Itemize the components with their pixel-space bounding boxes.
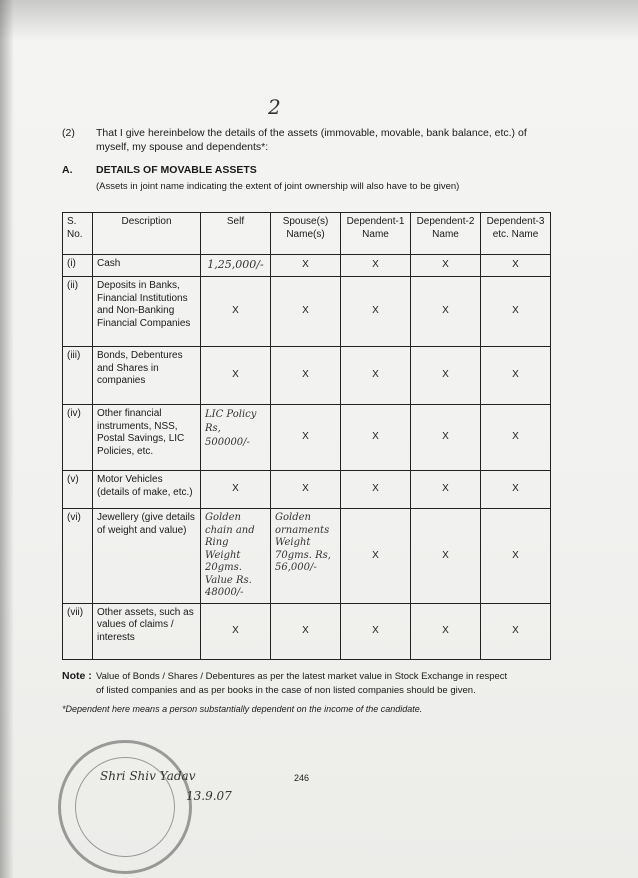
footnote: *Dependent here means a person substantially dependent on the income of the candidate. [62,704,423,714]
dep1-value: X [341,347,411,405]
section-subtitle: (Assets in joint name indicating the extent of joint ownership will also have to be given) [96,181,460,192]
row-number: (iv) [63,405,93,471]
dep3-value: X [481,509,551,604]
dep3-value: X [481,347,551,405]
dep1-value: X [341,277,411,347]
spouse-value: X [271,405,341,471]
table-row [63,603,551,659]
row-description: Deposits in Banks, Financial Institutions and Non-Banking Financial Companies [93,277,201,347]
table-row [63,277,551,347]
row-description: Bonds, Debentures and Shares in companies [93,347,201,405]
self-value: X [201,471,271,509]
row-number: (ii) [63,277,93,347]
table-row [63,255,551,277]
row-number: (vi) [63,509,93,604]
row-description: Motor Vehicles (details of make, etc.) [93,471,201,509]
dep2-value: X [411,603,481,659]
signature: Shri Shiv Yadav [100,769,196,783]
dep2-value: X [411,471,481,509]
header-dependent-3: Dependent-3 etc. Name [481,213,551,255]
dep1-value: X [341,471,411,509]
scan-shadow-top [0,0,638,40]
table-header-row [63,213,551,255]
self-value: X [201,347,271,405]
table-row [63,347,551,405]
self-value: X [201,603,271,659]
row-number: (iii) [63,347,93,405]
spouse-value: Golden ornaments Weight 70gms. Rs, 56,000/- [271,509,341,604]
dep3-value: X [481,255,551,277]
note-label: Note : [62,670,92,682]
dep2-value: X [411,277,481,347]
header-dependent-2: Dependent-2 Name [411,213,481,255]
row-number: (v) [63,471,93,509]
dep1-value: X [341,603,411,659]
section-title: DETAILS OF MOVABLE ASSETS [96,164,257,176]
official-stamp [58,740,192,874]
dep2-value: X [411,509,481,604]
spouse-value: X [271,347,341,405]
dep2-value: X [411,347,481,405]
dep3-value: X [481,405,551,471]
header-self: Self [201,213,271,255]
header-description: Description [93,213,201,255]
row-number: (i) [63,255,93,277]
table-row [63,471,551,509]
row-description: Other assets, such as values of claims / interests [93,603,201,659]
dep1-value: X [341,509,411,604]
intro-number: (2) [62,127,75,139]
page-number: 246 [294,773,310,783]
dep1-value: X [341,255,411,277]
spouse-value: X [271,277,341,347]
row-description: Other financial instruments, NSS, Postal Savings, LIC Policies, etc. [93,405,201,471]
row-number: (vii) [63,603,93,659]
table-row [63,405,551,471]
self-value: 1,25,000/- [201,255,271,277]
signature-date: 13.9.07 [186,789,232,803]
row-description: Cash [93,255,201,277]
spouse-value: X [271,255,341,277]
self-value: X [201,277,271,347]
dep2-value: X [411,405,481,471]
spouse-value: X [271,471,341,509]
self-value: Golden chain and Ring Weight 20gms. Value Rs. 48000/- [201,509,271,604]
dep3-value: X [481,277,551,347]
table-row [63,509,551,604]
intro-line-2: myself, my spouse and dependents*: [96,141,269,153]
note-line-1: Value of Bonds / Shares / Debentures as per the latest market value in Stock Exchange in respect [96,671,508,682]
header-dependent-1: Dependent-1 Name [341,213,411,255]
dep3-value: X [481,603,551,659]
page-mark: 2 [268,95,281,119]
header-sno: S. No. [63,213,93,255]
dep1-value: X [341,405,411,471]
self-value: LIC Policy Rs, 500000/- [201,405,271,471]
dep2-value: X [411,255,481,277]
note-line-2: of listed companies and as per books in the case of non listed companies should be given. [96,685,476,696]
scan-shadow-left [0,0,14,878]
dep3-value: X [481,471,551,509]
spouse-value: X [271,603,341,659]
header-spouse: Spouse(s) Name(s) [271,213,341,255]
movable-assets-table [62,212,551,660]
intro-line-1: That I give hereinbelow the details of the assets (immovable, movable, bank balance, etc.) of [96,127,527,139]
section-letter: A. [62,164,73,176]
row-description: Jewellery (give details of weight and value) [93,509,201,604]
